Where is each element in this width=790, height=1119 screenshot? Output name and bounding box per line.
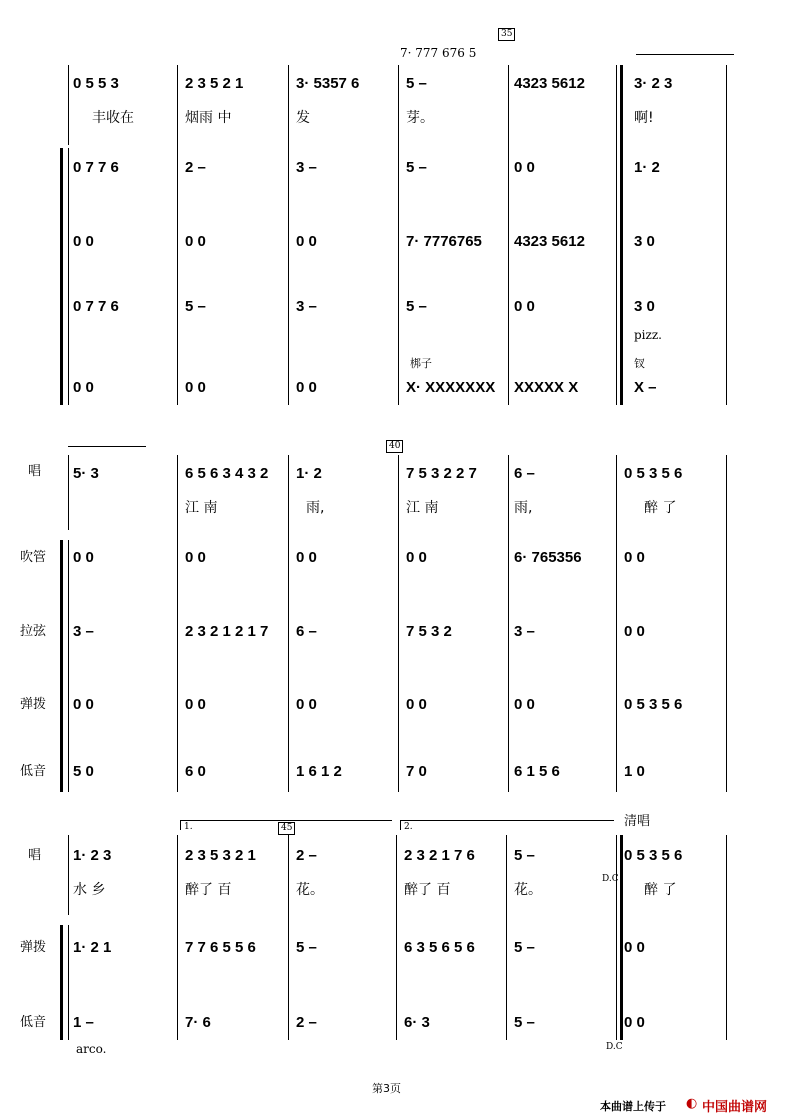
plucked-measure: 5 – xyxy=(514,939,535,956)
plucked-measure: 7 7 6 5 5 6 xyxy=(185,939,256,956)
lyric: 烟雨 中 xyxy=(185,110,232,126)
lyric: 发 xyxy=(296,110,310,126)
lyric: 醉了 百 xyxy=(404,882,451,898)
barline xyxy=(616,65,617,405)
dc-marking: D.C xyxy=(606,1042,623,1052)
slur-line xyxy=(636,54,734,55)
voice-measure: 4323 5612 xyxy=(514,75,585,92)
voice-measure: 3· 5357 6 xyxy=(296,75,360,92)
winds-measure: 0 7 7 6 xyxy=(73,159,119,176)
barline xyxy=(398,65,399,405)
winds-measure: 0 0 xyxy=(514,159,535,176)
bass-measure: 6 1 5 6 xyxy=(514,763,560,780)
part-label-bowed: 拉弦 xyxy=(20,624,47,639)
voice-measure: 2 3 5 3 2 1 xyxy=(185,847,256,864)
percussion-label: 梆子 xyxy=(410,357,432,370)
dc-marking: D.C xyxy=(602,874,619,884)
part-label-voice: 唱 xyxy=(28,464,42,479)
voice-measure: 1· 2 xyxy=(296,465,322,482)
bass-measure: 2 – xyxy=(296,1014,317,1031)
winds-measure: 1· 2 xyxy=(634,159,660,176)
barline xyxy=(177,835,178,1040)
bass-measure: 5 – xyxy=(514,1014,535,1031)
bowed-measure: 0 0 xyxy=(73,233,94,250)
barline xyxy=(726,835,727,1040)
cymbal-label: 钗 xyxy=(634,357,645,370)
part-label-bass: 低音 xyxy=(20,764,47,779)
site-logo-icon: ◐ xyxy=(686,1096,698,1111)
barline xyxy=(508,455,509,792)
volta-bracket-2-edge xyxy=(400,820,401,830)
winds-measure: 0 0 xyxy=(624,549,645,566)
plucked-measure: 6 3 5 6 5 6 xyxy=(404,939,475,956)
winds-measure: 0 0 xyxy=(73,549,94,566)
plucked-measure: 0 0 xyxy=(296,696,317,713)
barline xyxy=(288,65,289,405)
barline xyxy=(726,65,727,405)
rehearsal-mark: 40 xyxy=(386,440,403,453)
voice-measure: 2 3 2 1 7 6 xyxy=(404,847,475,864)
volta-bracket-1 xyxy=(180,820,392,821)
site-name: 中国曲谱网 xyxy=(702,1100,768,1115)
plucked-measure: 1· 2 1 xyxy=(73,939,112,956)
bowed-measure: 7· 7776765 xyxy=(406,233,482,250)
barline xyxy=(68,65,69,145)
bass-measure: X· XXXXXXX xyxy=(406,379,496,396)
plucked-measure: 5 – xyxy=(406,298,427,315)
bass-measure: X – xyxy=(634,379,657,396)
plucked-measure: 0 0 xyxy=(406,696,427,713)
volta-bracket-2 xyxy=(400,820,614,821)
part-label-plucked: 弹拨 xyxy=(20,940,47,955)
bowed-measure: 3 – xyxy=(73,623,94,640)
lyric: 花。 xyxy=(514,882,542,898)
barline xyxy=(177,455,178,792)
barline xyxy=(68,455,69,530)
bass-measure: 0 0 xyxy=(296,379,317,396)
volta-bracket-1-edge xyxy=(180,820,181,830)
barline xyxy=(288,455,289,792)
group-bracket xyxy=(60,540,63,792)
bowed-measure: 3 0 xyxy=(634,233,655,250)
plucked-measure: 5 – xyxy=(185,298,206,315)
bass-measure: 6 0 xyxy=(185,763,206,780)
bass-measure: 7 0 xyxy=(406,763,427,780)
plucked-measure: 0 0 xyxy=(185,696,206,713)
group-bracket xyxy=(60,925,63,1040)
plucked-measure: 3 0 xyxy=(634,298,655,315)
plucked-measure: 0 0 xyxy=(514,298,535,315)
lyric: 啊! xyxy=(634,110,654,126)
lyric: 花。 xyxy=(296,882,324,898)
winds-measure: 0 0 xyxy=(296,549,317,566)
voice-measure: 1· 2 3 xyxy=(73,847,112,864)
barline xyxy=(396,835,397,1040)
plucked-measure: 0 5 3 5 6 xyxy=(624,696,683,713)
voice-measure: 6 5 6 3 4 3 2 xyxy=(185,465,269,482)
barline xyxy=(506,835,507,1040)
barline xyxy=(616,455,617,792)
plucked-measure: 5 – xyxy=(296,939,317,956)
barline-thick xyxy=(620,65,623,405)
voice-measure: 5 – xyxy=(514,847,535,864)
bowed-measure: 7 5 3 2 xyxy=(406,623,452,640)
winds-cue: 7· 777 676 5 xyxy=(400,46,477,60)
plucked-measure: 0 0 xyxy=(73,696,94,713)
volta-1-label: 1. xyxy=(184,822,193,832)
winds-measure: 0 0 xyxy=(406,549,427,566)
arco-marking: arco. xyxy=(76,1042,107,1056)
voice-measure: 5 – xyxy=(406,75,427,92)
voice-measure: 3· 2 3 xyxy=(634,75,673,92)
lyric: 醉了 百 xyxy=(185,882,232,898)
bass-measure: XXXXX X xyxy=(514,379,579,396)
part-label-bass: 低音 xyxy=(20,1015,47,1030)
bass-measure: 5 0 xyxy=(73,763,94,780)
bass-measure: 1 6 1 2 xyxy=(296,763,342,780)
part-label-voice: 唱 xyxy=(28,848,42,863)
plucked-measure: 3 – xyxy=(296,298,317,315)
barline xyxy=(68,835,69,915)
plucked-measure: 0 0 xyxy=(624,939,645,956)
bowed-measure: 4323 5612 xyxy=(514,233,585,250)
bowed-measure: 6 – xyxy=(296,623,317,640)
plucked-measure: 0 0 xyxy=(514,696,535,713)
barline-thick xyxy=(620,835,623,1040)
bowed-measure: 3 – xyxy=(514,623,535,640)
lyric: 江 南 xyxy=(406,500,439,516)
barline xyxy=(68,540,69,792)
winds-measure: 2 – xyxy=(185,159,206,176)
voice-measure: 2 3 5 2 1 xyxy=(185,75,244,92)
bowed-measure: 0 0 xyxy=(624,623,645,640)
barline xyxy=(177,65,178,405)
winds-measure: 6· 765356 xyxy=(514,549,582,566)
barline xyxy=(398,455,399,792)
upload-note: 本曲谱上传于 xyxy=(600,1100,666,1113)
voice-measure: 6 – xyxy=(514,465,535,482)
bass-measure: 1 – xyxy=(73,1014,94,1031)
bass-measure: 0 0 xyxy=(185,379,206,396)
part-label-plucked: 弹拨 xyxy=(20,697,47,712)
winds-measure: 5 – xyxy=(406,159,427,176)
barline xyxy=(508,65,509,405)
page-number: 第3页 xyxy=(372,1082,401,1095)
winds-measure: 3 – xyxy=(296,159,317,176)
lyric: 丰收在 xyxy=(92,110,134,126)
barline xyxy=(616,835,617,1040)
bass-measure: 1 0 xyxy=(624,763,645,780)
lyric: 芽。 xyxy=(406,110,434,126)
lyric: 江 南 xyxy=(185,500,218,516)
voice-measure: 0 5 5 3 xyxy=(73,75,119,92)
lyric: 雨, xyxy=(514,500,533,516)
voice-measure: 7 5 3 2 2 7 xyxy=(406,465,477,482)
qingchang-label: 清唱 xyxy=(624,814,651,829)
lyric: 醉 了 xyxy=(644,500,677,516)
lyric: 水 乡 xyxy=(73,882,106,898)
bass-measure: 7· 6 xyxy=(185,1014,211,1031)
barline xyxy=(288,835,289,1040)
barline xyxy=(68,148,69,405)
group-bracket xyxy=(60,148,63,405)
bass-measure: 0 0 xyxy=(624,1014,645,1031)
rehearsal-mark: 35 xyxy=(498,28,515,41)
rehearsal-mark: 45 xyxy=(278,822,295,835)
slur-line xyxy=(68,446,146,447)
voice-measure: 5· 3 xyxy=(73,465,99,482)
plucked-measure: 0 7 7 6 xyxy=(73,298,119,315)
volta-2-label: 2. xyxy=(404,822,413,832)
voice-measure: 0 5 3 5 6 xyxy=(624,465,683,482)
bowed-measure: 2 3 2 1 2 1 7 xyxy=(185,623,269,640)
barline xyxy=(68,925,69,1040)
barline xyxy=(726,455,727,792)
voice-measure: 2 – xyxy=(296,847,317,864)
pizz-marking: pizz. xyxy=(634,328,662,342)
bowed-measure: 0 0 xyxy=(296,233,317,250)
bass-measure: 6· 3 xyxy=(404,1014,430,1031)
winds-measure: 0 0 xyxy=(185,549,206,566)
voice-measure: 0 5 3 5 6 xyxy=(624,847,683,864)
lyric: 雨, xyxy=(306,500,325,516)
bass-measure: 0 0 xyxy=(73,379,94,396)
lyric: 醉 了 xyxy=(644,882,677,898)
part-label-winds: 吹管 xyxy=(20,550,47,565)
bowed-measure: 0 0 xyxy=(185,233,206,250)
